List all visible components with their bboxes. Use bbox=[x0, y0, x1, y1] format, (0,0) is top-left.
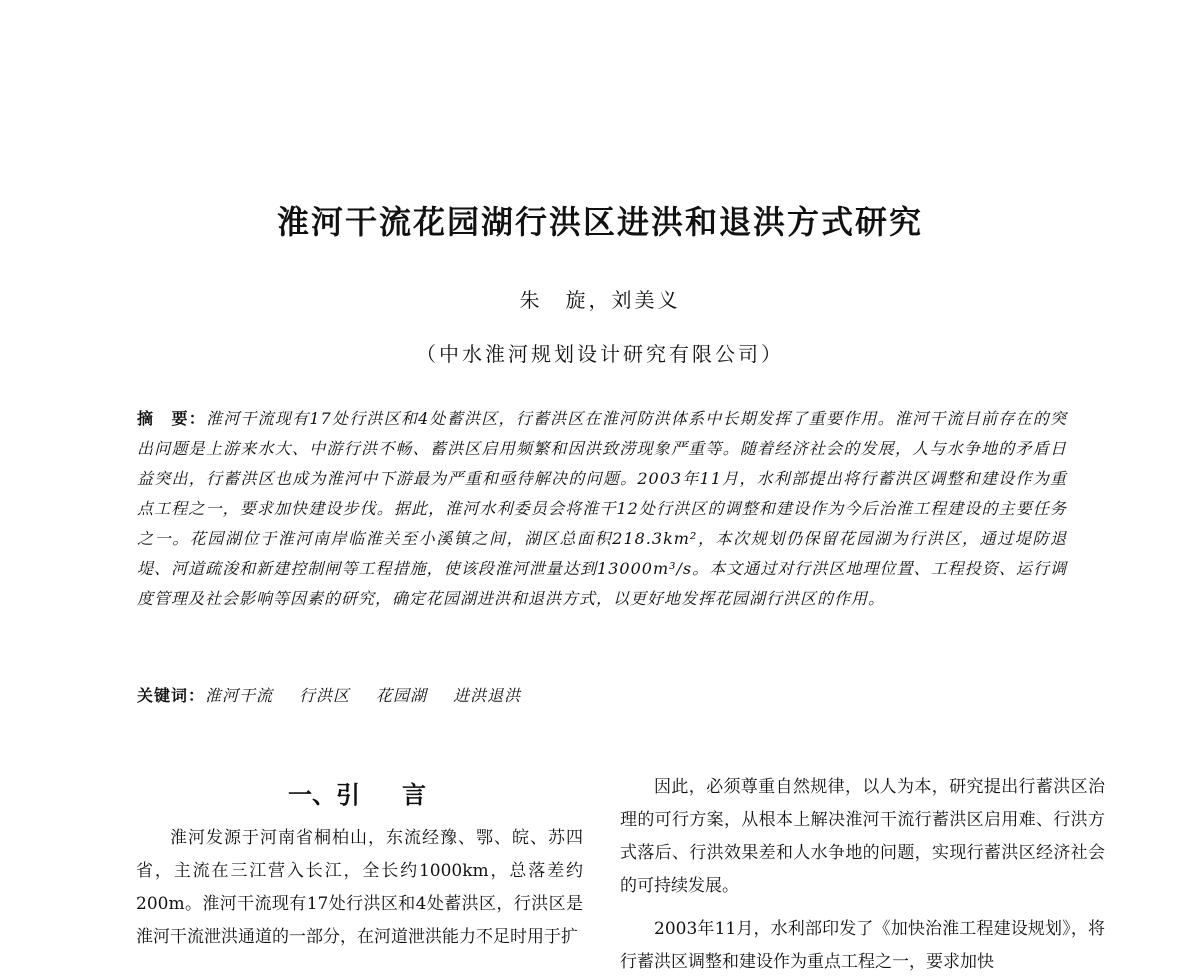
body-paragraph: 因此，必须尊重自然规律，以人为本，研究提出行蓄洪区治理的可行方案，从根本上解决淮河干流行蓄洪区启用难、行洪方式落后、行洪效果差和人水争地的问题，实现行蓄洪区经济社会的可持续发展。 bbox=[620, 777, 1105, 896]
section-heading-number: 一、引 bbox=[288, 781, 360, 809]
keyword-term: 淮河干流 bbox=[205, 686, 274, 705]
abstract-label: 摘 要： bbox=[137, 409, 206, 428]
keywords-label: 关键词： bbox=[137, 686, 206, 705]
body-column-left bbox=[136, 822, 583, 954]
body-column-right bbox=[620, 771, 1105, 979]
keywords bbox=[137, 681, 1067, 711]
abstract-text: 淮河干流现有17处行洪区和4处蓄洪区，行蓄洪区在淮河防洪体系中长期发挥了重要作用。淮河干流目前存在的突出问题是上游来水大、中游行洪不畅、蓄洪区启用频繁和因洪致涝现象严重等。随着经济社会的发展，人与水争地的矛盾日益突出，行蓄洪区也成为淮河中下游最为严重和亟待解决的问题。2003年11月，水利部提出将行蓄洪区调整和建设作为重点工程之一，要求加快建设步伐。据此，淮河水利委员会将淮干12处行洪区的调整和建设作为今后治淮工程建设的主要任务之一。花园湖位于淮河南岸临淮关至小溪镇之间，湖区总面积218.3km²，本次规划仍保留花园湖为行洪区，通过堤防退堤、河道疏浚和新建控制闸等工程措施，使该段淮河泄量达到13000m³/s。本文通过对行洪区地理位置、工程投资、运行调度管理及社会影响等因素的研究，确定花园湖进洪和退洪方式，以更好地发挥花园湖行洪区的作用。 bbox=[137, 409, 1067, 608]
keyword-term: 行洪区 bbox=[299, 686, 351, 705]
body-paragraph: 淮河发源于河南省桐柏山，东流经豫、鄂、皖、苏四省，主流在三江营入长江，全长约1000km，总落差约200m。淮河干流现有17处行洪区和4处蓄洪区，行洪区是淮河干流泄洪通道的一部分，在河道泄洪能力不足时用于扩 bbox=[136, 828, 583, 947]
abstract bbox=[137, 404, 1067, 614]
keyword-term: 花园湖 bbox=[376, 686, 428, 705]
keyword-term: 进洪退洪 bbox=[453, 686, 522, 705]
body-paragraph: 2003年11月，水利部印发了《加快治淮工程建设规划》，将行蓄洪区调整和建设作为重点工程之一，要求加快 bbox=[620, 919, 1105, 972]
authors: 朱 旋，刘美义 bbox=[519, 288, 681, 312]
affiliation: （中水淮河规划设计研究有限公司） bbox=[416, 342, 784, 366]
section-heading-end: 言 bbox=[402, 781, 426, 809]
section-heading-introduction bbox=[137, 775, 577, 815]
paper-title: 淮河干流花园湖行洪区进洪和退洪方式研究 bbox=[276, 203, 923, 241]
